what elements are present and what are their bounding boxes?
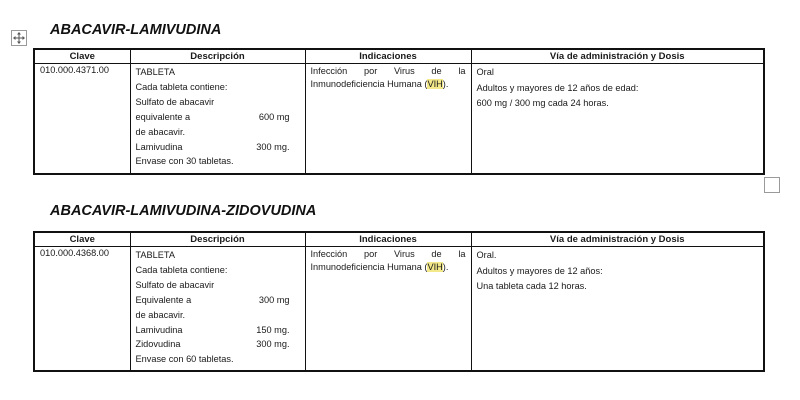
drug-title: ABACAVIR-LAMIVUDINA [50,22,222,38]
clave-cell: 010.000.4368.00 [34,247,130,371]
desc-amount: 600 mg [258,111,290,122]
desc-amount [290,125,300,140]
via-line: Adultos y mayores de 12 años de edad: [476,82,639,93]
desc-line [136,125,300,140]
desc-text: Sulfato de abacavir [135,96,215,107]
indicaciones-cell [305,64,471,174]
desc-text: Sulfato de abacavir [135,279,215,290]
vih-highlight: VIH [427,261,443,272]
vih-highlight: VIH [427,78,443,89]
desc-line [136,154,300,169]
via-line: Adultos y mayores de 12 años: [476,265,603,276]
desc-amount [290,308,300,323]
desc-text: Cada tableta contiene: [135,264,228,275]
desc-line [136,308,300,323]
desc-text: TABLETA [135,67,175,77]
header-clave: Clave [34,49,130,64]
desc-text: de abacavir. [135,126,186,137]
via-dosis-cell [471,64,764,174]
table-move-handle[interactable] [11,30,27,46]
drug-table [33,48,765,175]
indicaciones-text [311,248,466,273]
desc-line [136,263,300,278]
desc-line [136,352,300,367]
header-descripcion: Descripción [130,232,305,247]
desc-text: Envase con 60 tabletas. [135,354,234,365]
table-resize-handle[interactable] [764,177,780,193]
desc-amount: 300 mg. [256,339,290,350]
desc-line [136,140,300,155]
desc-amount [290,65,300,80]
desc-amount [290,352,300,367]
drug-table [33,231,765,372]
via-dosis-cell [471,247,764,371]
via-line: Una tableta cada 12 horas. [476,281,587,291]
indicaciones-after: ). [442,261,449,272]
desc-amount [290,154,300,169]
desc-amount [290,95,300,110]
header-indicaciones: Indicaciones [305,49,471,64]
via-line: Oral [476,67,494,77]
desc-line [136,80,300,95]
desc-line [136,337,300,352]
desc-line [136,65,300,80]
table-header-row [34,49,764,64]
desc-amount: 300 mg [258,294,290,305]
header-via-dosis: Vía de administración y Dosis [471,49,764,64]
desc-text: Lamivudina [135,141,183,152]
desc-amount [290,278,300,293]
desc-amount: 300 mg. [256,141,290,152]
indicaciones-before: Infección por Virus de la Inmunodeficiencia Humana ( [310,66,466,89]
desc-amount: 150 mg. [256,324,290,335]
via-line: 600 mg / 300 mg cada 24 horas. [476,98,609,108]
desc-line [136,293,300,308]
table-row [34,64,764,174]
desc-line [136,110,300,125]
header-indicaciones: Indicaciones [305,232,471,247]
indicaciones-cell [305,247,471,371]
desc-amount [290,80,300,95]
desc-text: Envase con 30 tabletas. [135,156,234,167]
header-via-dosis: Vía de administración y Dosis [471,232,764,247]
table-row [34,247,764,371]
desc-text: Lamivudina [135,324,183,335]
desc-text: Zidovudina [135,339,181,350]
desc-line [136,248,300,263]
desc-line [136,323,300,338]
clave-cell: 010.000.4371.00 [34,64,130,174]
desc-line [136,95,300,110]
desc-text: Equivalente a [135,294,192,305]
header-clave: Clave [34,232,130,247]
desc-line [136,278,300,293]
indicaciones-after: ). [442,78,449,89]
move-arrows-icon [13,32,25,44]
desc-text: Cada tableta contiene: [135,81,228,92]
indicaciones-before: Infección por Virus de la Inmunodeficiencia Humana ( [310,249,466,272]
via-line: Oral. [476,250,497,260]
desc-amount [290,248,300,263]
descripcion-cell [130,247,305,371]
header-descripcion: Descripción [130,49,305,64]
descripcion-cell [130,64,305,174]
desc-text: TABLETA [135,250,175,260]
drug-title: ABACAVIR-LAMIVUDINA-ZIDOVUDINA [50,203,317,219]
desc-text: equivalente a [135,111,191,122]
indicaciones-text [311,65,466,90]
table-header-row [34,232,764,247]
desc-text: de abacavir. [135,309,186,320]
desc-amount [290,263,300,278]
